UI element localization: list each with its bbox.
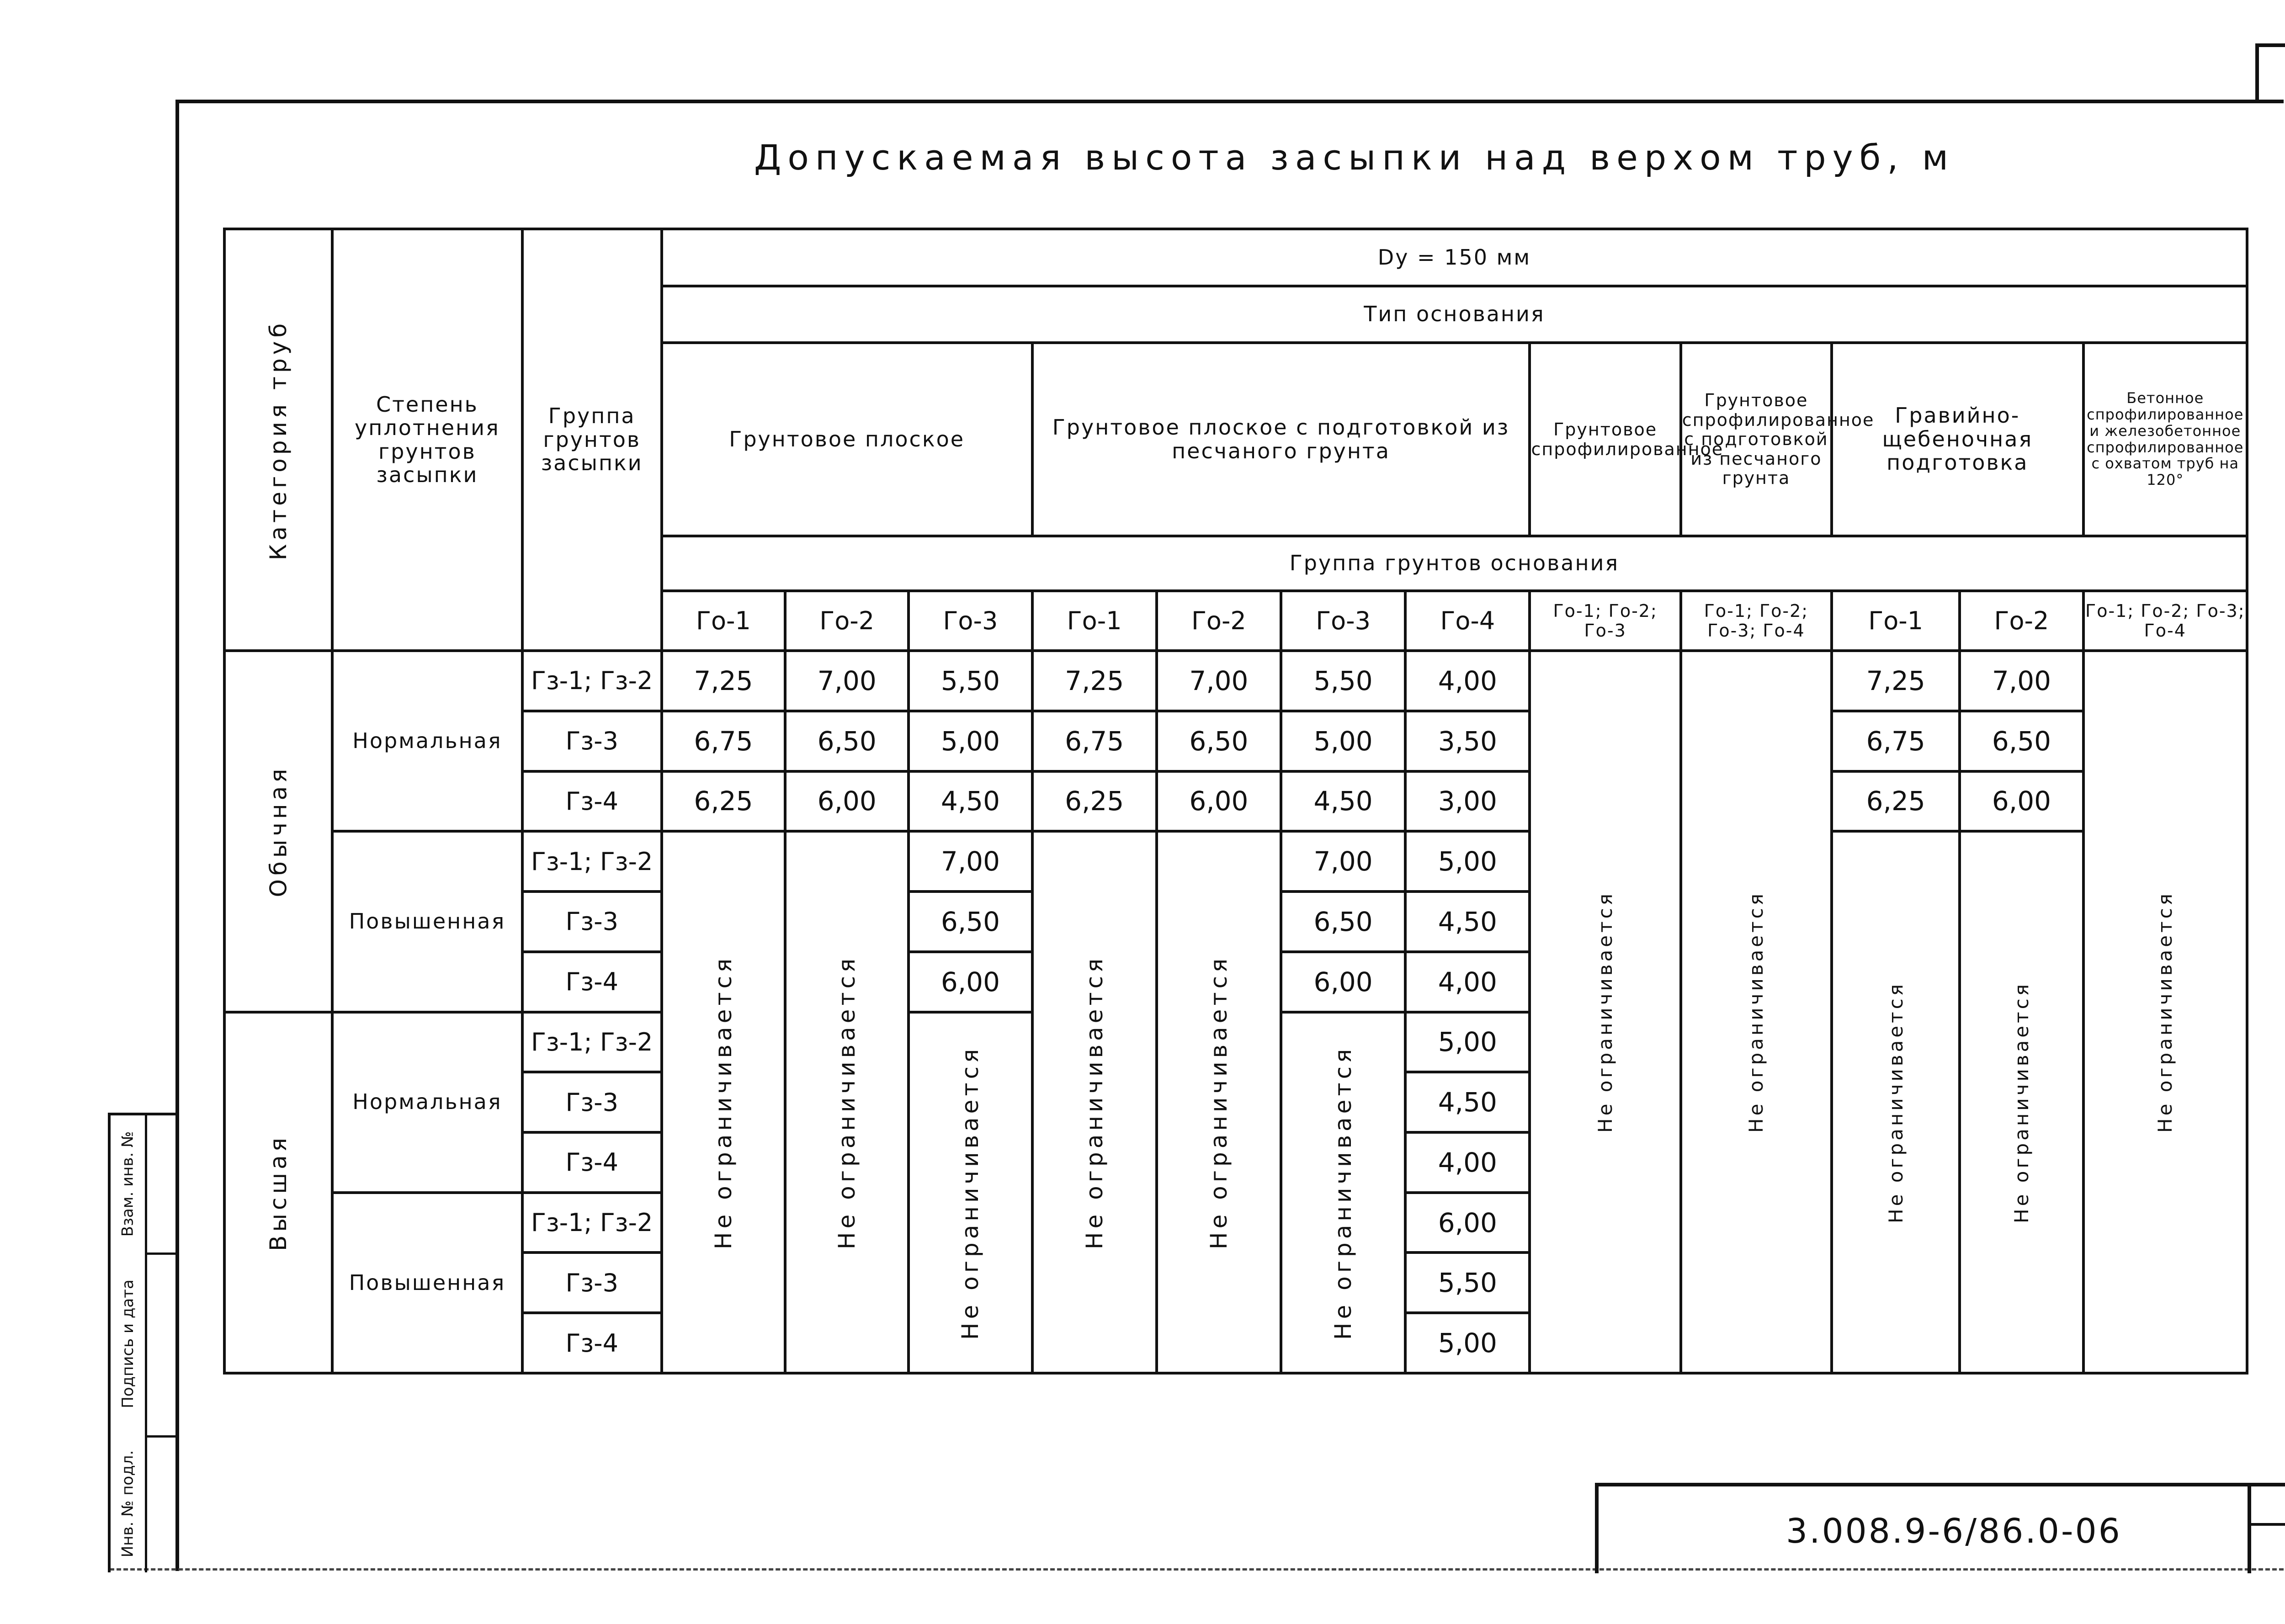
base-type-4: Грунтовое спрофилированное с подготовкой из песчаного грунта — [1681, 343, 1832, 536]
value-cell: 7,25 — [1832, 651, 1960, 711]
soil-group-header: Го-1; Го-2; Го-3 — [1530, 591, 1680, 651]
frame-top-line — [177, 100, 2284, 103]
value-cell: 4,00 — [1405, 1132, 1530, 1193]
value-cell: 6,00 — [1157, 771, 1281, 832]
backfill-group: Гз-3 — [522, 892, 662, 952]
value-cell: 3,50 — [1405, 711, 1530, 771]
header-compaction: Степень уплотнения грунтов засыпки — [332, 229, 522, 651]
header-base-soil-group: Группа грунтов основания — [662, 536, 2247, 591]
backfill-height-table — [223, 228, 2248, 1375]
not-limited-cell: Не ограничивается — [909, 1012, 1032, 1373]
value-cell: 7,00 — [909, 831, 1032, 892]
not-limited-cell: Не ограничивается — [1960, 831, 2083, 1373]
value-cell: 5,00 — [909, 711, 1032, 771]
value-cell: 7,25 — [662, 651, 785, 711]
side-label-inventory: Инв. № подл. — [118, 1450, 137, 1558]
header-diameter: Dy = 150 мм — [662, 229, 2247, 286]
backfill-group: Гз-3 — [522, 1252, 662, 1313]
value-cell: 5,00 — [1405, 1012, 1530, 1072]
compaction-normal: Нормальная — [332, 651, 522, 831]
header-base-type: Тип основания — [662, 286, 2247, 343]
not-limited-cell: Не ограничивается — [1681, 651, 1832, 1373]
value-cell: 4,50 — [1405, 1072, 1530, 1132]
value-cell: 7,00 — [1960, 651, 2083, 711]
backfill-group: Гз-1; Гз-2 — [522, 831, 662, 892]
value-cell: 6,75 — [1832, 711, 1960, 771]
compaction-normal: Нормальная — [332, 1012, 522, 1193]
not-limited-cell: Не ограничивается — [1281, 1012, 1405, 1373]
value-cell: 5,50 — [1405, 1252, 1530, 1313]
not-limited-cell: Не ограничивается — [1032, 831, 1157, 1373]
backfill-group: Гз-4 — [522, 952, 662, 1012]
not-limited-cell: Не ограничивается — [785, 831, 909, 1373]
value-cell: 6,75 — [662, 711, 785, 771]
soil-group-header: Го-2 — [1960, 591, 2083, 651]
backfill-group: Гз-1; Гз-2 — [522, 1193, 662, 1253]
compaction-increased: Повышенная — [332, 1193, 522, 1373]
not-limited-cell: Не ограничивается — [2083, 651, 2247, 1373]
value-cell: 5,50 — [909, 651, 1032, 711]
value-cell: 4,50 — [1281, 771, 1405, 832]
value-cell: 6,00 — [1281, 952, 1405, 1012]
value-cell: 6,50 — [785, 711, 909, 771]
backfill-group: Гз-3 — [522, 1072, 662, 1132]
soil-group-header: Го-2 — [785, 591, 909, 651]
soil-group-header: Го-1; Го-2; Го-3; Го-4 — [1681, 591, 1832, 651]
value-cell: 6,75 — [1032, 711, 1157, 771]
backfill-group: Гз-1; Гз-2 — [522, 651, 662, 711]
base-type-6: Бетонное спрофилированное и железобетонное спрофилированное с охватом труб на 120° — [2083, 343, 2247, 536]
title-block — [1595, 1483, 2285, 1573]
value-cell: 7,00 — [1281, 831, 1405, 892]
value-cell: 4,50 — [909, 771, 1032, 832]
page-title: Допускаемая высота засыпки над верхом труб, м — [754, 137, 1955, 178]
value-cell: 6,25 — [1832, 771, 1960, 832]
value-cell: 6,00 — [1960, 771, 2083, 832]
value-cell: 5,00 — [1281, 711, 1405, 771]
backfill-group: Гз-4 — [522, 1313, 662, 1373]
document-code: 3.008.9-6/86.0-06 — [1786, 1512, 2122, 1551]
side-label-replacement: Взам. инв. № — [118, 1131, 137, 1237]
soil-group-header: Го-4 — [1405, 591, 1530, 651]
value-cell: 6,00 — [1405, 1193, 1530, 1253]
base-type-5: Гравийно-щебеночная подготовка — [1832, 343, 2083, 536]
header-category: Категория труб — [224, 229, 332, 651]
soil-group-header: Го-1 — [662, 591, 785, 651]
sheet-corner-box — [2255, 43, 2285, 102]
compaction-increased: Повышенная — [332, 831, 522, 1012]
not-limited-cell: Не ограничивается — [1157, 831, 1281, 1373]
value-cell: 6,50 — [909, 892, 1032, 952]
base-type-3: Грунтовое спрофилированное — [1530, 343, 1680, 536]
value-cell: 3,00 — [1405, 771, 1530, 832]
base-type-1: Грунтовое плоское — [662, 343, 1032, 536]
value-cell: 6,25 — [1032, 771, 1157, 832]
backfill-group: Гз-1; Гз-2 — [522, 1012, 662, 1072]
value-cell: 6,25 — [662, 771, 785, 832]
value-cell: 5,00 — [1405, 1313, 1530, 1373]
value-cell: 4,00 — [1405, 952, 1530, 1012]
value-cell: 6,00 — [785, 771, 909, 832]
value-cell: 7,00 — [785, 651, 909, 711]
sheet-number-cell — [2248, 1486, 2285, 1573]
value-cell: 5,00 — [1405, 831, 1530, 892]
approval-side-strip — [108, 1113, 179, 1572]
backfill-group: Гз-4 — [522, 1132, 662, 1193]
backfill-group: Гз-3 — [522, 711, 662, 771]
value-cell: 7,25 — [1032, 651, 1157, 711]
base-type-2: Грунтовое плоское с подготовкой из песчаного грунта — [1032, 343, 1530, 536]
category-ordinary: Обычная — [224, 651, 332, 1012]
value-cell: 6,50 — [1960, 711, 2083, 771]
soil-group-header: Го-1 — [1832, 591, 1960, 651]
soil-group-header: Го-1 — [1032, 591, 1157, 651]
category-highest: Высшая — [224, 1012, 332, 1373]
soil-group-header: Го-3 — [909, 591, 1032, 651]
value-cell: 4,50 — [1405, 892, 1530, 952]
value-cell: 6,50 — [1281, 892, 1405, 952]
value-cell: 5,50 — [1281, 651, 1405, 711]
side-label-signature: Подпись и дата — [118, 1279, 137, 1408]
value-cell: 7,00 — [1157, 651, 1281, 711]
header-backfill-group: Группа грунтов засыпки — [522, 229, 662, 651]
soil-group-header: Го-2 — [1157, 591, 1281, 651]
not-limited-cell: Не ограничивается — [1530, 651, 1680, 1373]
not-limited-cell: Не ограничивается — [662, 831, 785, 1373]
value-cell: 6,00 — [909, 952, 1032, 1012]
backfill-group: Гз-4 — [522, 771, 662, 832]
value-cell: 6,50 — [1157, 711, 1281, 771]
soil-group-header: Го-1; Го-2; Го-3; Го-4 — [2083, 591, 2247, 651]
soil-group-header: Го-3 — [1281, 591, 1405, 651]
not-limited-cell: Не ограничивается — [1832, 831, 1960, 1373]
value-cell: 4,00 — [1405, 651, 1530, 711]
